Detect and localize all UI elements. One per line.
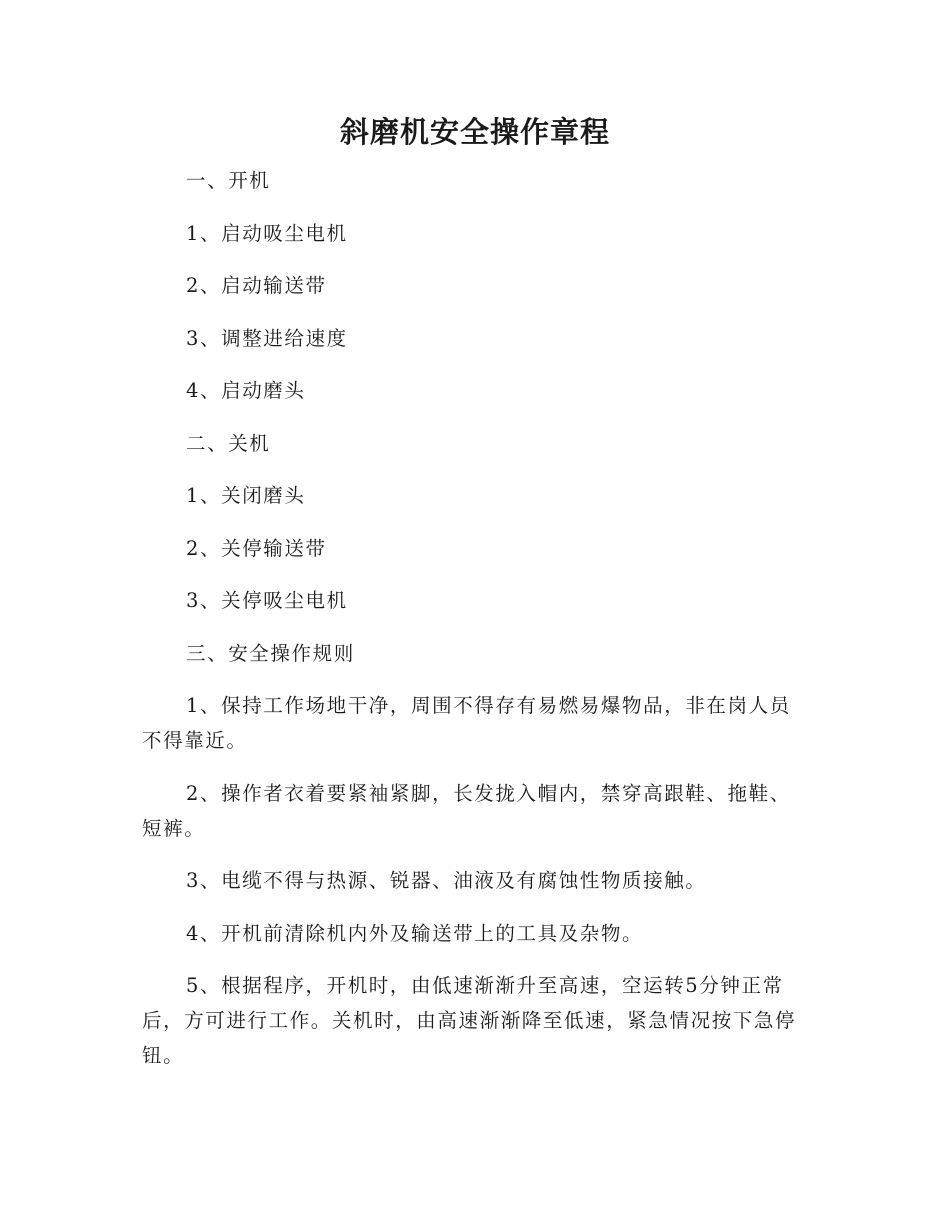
shutdown-step-2: 2、关停输送带 xyxy=(186,536,327,560)
shutdown-step-3: 3、关停吸尘电机 xyxy=(186,589,348,612)
document-body xyxy=(142,163,808,1073)
safety-rule-4: 4、开机前清除机内外及输送带上的工具及杂物。 xyxy=(186,921,644,945)
document-title: 斜磨机安全操作章程 xyxy=(339,115,610,149)
startup-step-1: 1、启动吸尘电机 xyxy=(186,221,348,245)
section-heading-shutdown: 二、关机 xyxy=(186,431,271,455)
safety-rule-1: 1、保持工作场地干净，周围不得存有易燃易爆物品，非在岗人员不得靠近。 xyxy=(142,694,791,752)
startup-step-3: 3、调整进给速度 xyxy=(186,326,348,350)
startup-step-2: 2、启动输送带 xyxy=(186,274,327,297)
safety-rule-3: 3、电缆不得与热源、锐器、油液及有腐蚀性物质接触。 xyxy=(186,869,707,892)
section-heading-safety-rules: 三、安全操作规则 xyxy=(186,641,355,665)
safety-rule-2: 2、操作者衣着要紧袖紧脚，长发拢入帽内，禁穿高跟鞋、拖鞋、短裤。 xyxy=(142,781,791,840)
shutdown-step-1: 1、关闭磨头 xyxy=(186,484,306,507)
startup-step-4: 4、启动磨头 xyxy=(186,379,306,402)
section-heading-startup: 一、开机 xyxy=(186,169,271,192)
safety-rule-5: 5、根据程序，开机时，由低速渐渐升至高速，空运转5分钟正常后，方可进行工作。关机时，由高速渐渐降至低速，紧急情况按下急停钮。 xyxy=(142,974,797,1067)
